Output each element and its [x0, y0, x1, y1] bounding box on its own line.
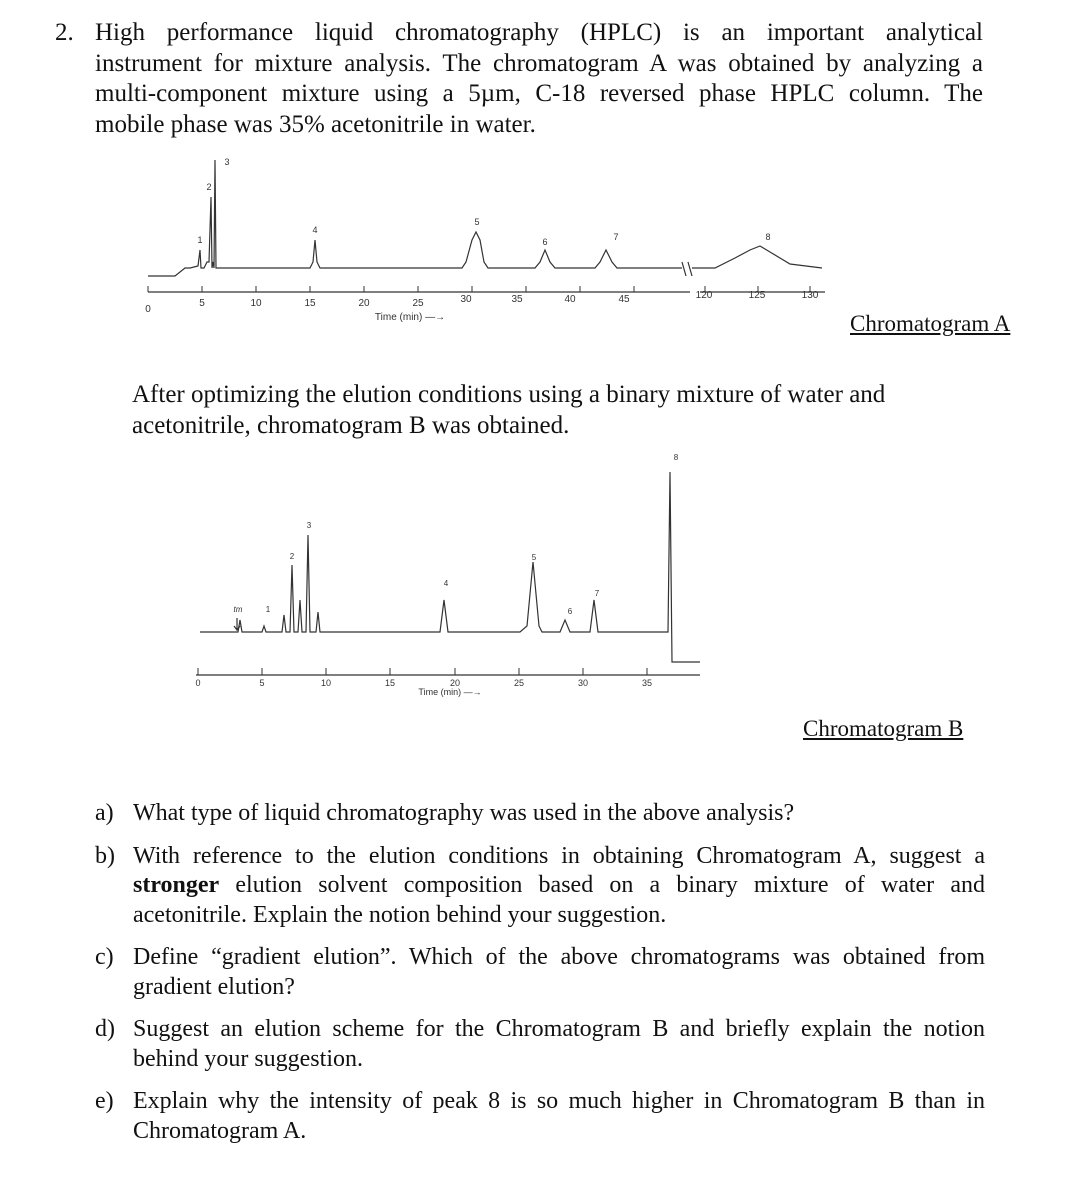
middle-line: acetonitrile, chromatogram B was obtained. — [132, 411, 570, 439]
subquestion-label: c) — [95, 944, 114, 970]
subquestion-text: Explain why the intensity of peak 8 is so much higher in Chromatogram B than in Chromatogram A. — [133, 1088, 985, 1144]
tick-label: 20 — [449, 678, 461, 688]
peak-label: 5 — [531, 553, 537, 562]
subquestion-label: e) — [95, 1088, 114, 1114]
question-number: 2. — [55, 19, 74, 46]
peak-label: 2 — [289, 552, 295, 561]
chromatogram-b — [0, 445, 1080, 705]
tick-label: 30 — [460, 294, 472, 305]
peak-label: 2 — [206, 182, 212, 192]
subquestion-label: a) — [95, 800, 114, 826]
axis-label: Time (min) —→ — [418, 687, 482, 697]
tick-label: 25 — [513, 678, 525, 688]
axis-label: Time (min) —→ — [374, 312, 446, 323]
tm-label: tm — [233, 605, 243, 614]
tick-label: 125 — [748, 290, 766, 301]
tick-label: 25 — [412, 298, 424, 309]
peak-label: 8 — [673, 453, 679, 462]
intro-line: instrument for mixture analysis. The chromatogram A was obtained by analyzing a — [95, 49, 983, 77]
subquestion-text: elution solvent composition based on a binary mixture of water and acetonitrile. Explain the notion behind your suggestion. — [133, 872, 985, 928]
subquestion-a — [95, 799, 985, 829]
peak-label: 8 — [765, 232, 771, 242]
tick-label: 120 — [695, 290, 713, 301]
subquestion-label: b) — [95, 842, 115, 869]
chrom-a-trace — [148, 160, 682, 276]
subquestion-c — [95, 943, 985, 1002]
tick-label: 5 — [199, 298, 205, 309]
tick-label: 35 — [511, 294, 523, 305]
intro-line: multi-component mixture using a 5µm, C-18 reversed phase HPLC column. The — [95, 80, 983, 107]
chrom-b-tick-marks — [198, 668, 647, 675]
subquestion-text: What type of liquid chromatography was used in the above analysis? — [133, 800, 795, 826]
chrom-b-trace — [200, 472, 700, 662]
subquestion-text: Suggest an elution scheme for the Chromatogram B and briefly explain the notion behind your suggestion. — [133, 1016, 985, 1072]
subquestion-b — [95, 842, 985, 931]
peak-label: 4 — [443, 579, 449, 588]
tick-label: 30 — [577, 678, 589, 688]
tick-label: 35 — [641, 678, 653, 688]
tick-label: 10 — [250, 298, 262, 309]
peak-label: 3 — [224, 157, 230, 167]
peak-label: 7 — [613, 232, 619, 242]
tick-label: 15 — [384, 678, 396, 688]
tick-label: 0 — [145, 304, 151, 315]
subquestion-text: Define “gradient elution”. Which of the above chromatograms was obtained from gradient elution? — [133, 944, 985, 1000]
peak-label: 7 — [594, 589, 600, 598]
tick-label: 20 — [358, 298, 370, 309]
subquestion-e — [95, 1087, 985, 1146]
peak-label: 4 — [312, 225, 318, 235]
tick-label: 5 — [259, 678, 265, 688]
subquestion-label: d) — [95, 1016, 115, 1042]
chromatogram-b-caption: Chromatogram B — [803, 716, 964, 741]
tick-label: 130 — [801, 290, 819, 301]
tick-label: 0 — [195, 678, 201, 688]
emphasis-stronger: stronger — [133, 872, 220, 898]
peak-label: 6 — [567, 607, 573, 616]
peak-label: 1 — [265, 605, 271, 614]
chrom-a-trace-2 — [692, 246, 822, 268]
peak-label: 6 — [542, 237, 548, 247]
tick-label: 15 — [304, 298, 316, 309]
tick-label: 45 — [618, 294, 630, 305]
intro-line: High performance liquid chromatography (HPLC) is an important analytical — [95, 19, 983, 46]
tick-label: 10 — [320, 678, 332, 688]
peak-label: 3 — [306, 521, 312, 530]
tick-label: 40 — [564, 294, 576, 305]
chromatogram-a-caption: Chromatogram A — [850, 311, 1011, 336]
subquestion-text: With reference to the elution conditions in obtaining Chromatogram A, suggest a — [133, 842, 985, 869]
peak-label: 5 — [474, 217, 480, 227]
middle-line: After optimizing the elution conditions using a binary mixture of water and — [132, 381, 886, 408]
intro-line: mobile phase was 35% acetonitrile in water. — [95, 110, 536, 138]
peak-label: 1 — [197, 235, 203, 245]
subquestion-list — [95, 799, 985, 1159]
middle-paragraph — [132, 380, 932, 441]
question-intro — [95, 18, 983, 140]
chrom-a-break — [682, 262, 692, 276]
subquestion-d — [95, 1015, 985, 1074]
